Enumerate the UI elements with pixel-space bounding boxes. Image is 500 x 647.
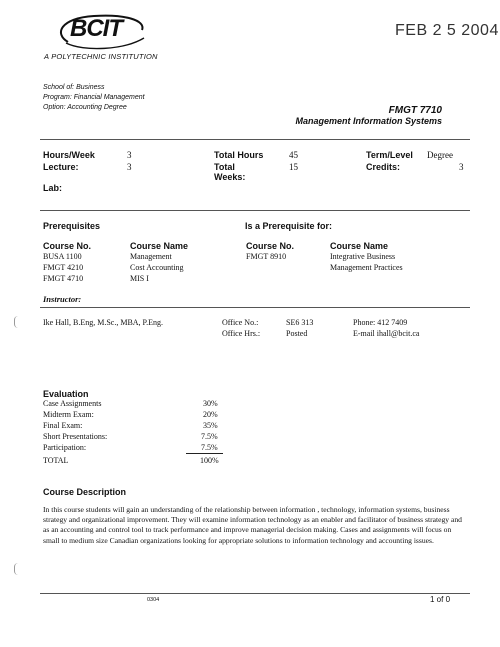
course-description-text: In this course students will gain an understanding of the relationship between information , technology, information systems, business strategy and organizational improvement. They will examine information technology as an enabler and facilitator of business strategy and as an accounting and control tool to track performance and improve managerial decision making. Cases and assignments will focus on small to medium size Canadian organizations looking for appropriate solutions to information technology and accounting issues. [43,505,462,545]
evaluation-item-label: Participation: [43,443,87,452]
prereq-course-no: BUSA 1100 [43,252,82,261]
email-address: E-mail ihall@bcit.ca [353,329,420,338]
evaluation-item-value: 20% [203,410,218,419]
total-hours-label: Total Hours [214,150,264,160]
total-underline [186,453,223,454]
course-description-title: Course Description [43,487,127,497]
prereq-for-course-name: Integrative Business [330,252,396,261]
credits-value: 3 [459,162,464,172]
punch-hole-mark [14,316,18,328]
evaluation-item-value: 7.5% [201,432,218,441]
prereq-course-name: Management [130,252,172,261]
phone-number: Phone: 412 7409 [353,318,408,327]
prereq-course-no: FMGT 4210 [43,263,84,272]
office-no-value: SE6 313 [286,318,314,327]
received-date-stamp: FEB 2 5 2004 [395,22,499,39]
evaluation-item-value: 7.5% [201,443,218,452]
evaluation-item-label: Final Exam: [43,421,83,430]
evaluation-total-label: TOTAL [43,456,69,465]
course-name-header: Course Name [130,241,189,251]
lab-label: Lab: [43,183,62,193]
lecture-label: Lecture: [43,162,79,172]
evaluation-title: Evaluation [43,389,89,399]
evaluation-item-label: Short Presentations: [43,432,108,441]
office-hours-label: Office Hrs.: [222,329,261,338]
footer-divider [40,593,470,594]
total-weeks-value: 15 [289,162,298,172]
hours-week-label: Hours/Week [43,150,95,160]
prereq-course-name: Cost Accounting [130,263,184,272]
divider [40,210,470,211]
prerequisites-title: Prerequisites [43,221,101,231]
total-weeks-label-2: Weeks: [214,172,246,182]
evaluation-item-value: 30% [203,399,218,408]
divider [40,139,470,140]
total-hours-value: 45 [289,150,298,160]
bcit-logo: BCIT [70,15,122,42]
prereq-for-course-name: Management Practices [330,263,403,272]
evaluation-item-label: Midterm Exam: [43,410,94,419]
prereq-course-name: MIS I [130,274,149,283]
credits-label: Credits: [366,162,401,172]
office-hours-value: Posted [286,329,308,338]
course-code: FMGT 7710 [388,105,442,116]
divider [40,307,470,308]
course-name-header: Course Name [330,241,389,251]
evaluation-item-value: 35% [203,421,218,430]
instructor-label: Instructor: [43,294,82,304]
evaluation-total-value: 100% [200,456,219,465]
is-prerequisite-title: Is a Prerequisite for: [245,221,333,231]
evaluation-item-label: Case Assignments [43,399,102,408]
prereq-course-no: FMGT 4710 [43,274,84,283]
course-no-header: Course No. [246,241,295,251]
instructor-name: Ike Hall, B.Eng, M.Sc., MBA, P.Eng. [43,318,163,327]
hours-week-value: 3 [127,150,132,160]
option-name: Option: Accounting Degree [43,104,127,111]
school-name: School of: Business [43,84,105,91]
page-number: 1 of 0 [430,595,451,604]
tagline: A POLYTECHNIC INSTITUTION [44,52,158,61]
course-no-header: Course No. [43,241,92,251]
term-level-label: Term/Level [366,150,413,160]
term-level-value: Degree [427,150,453,160]
course-title: Management Information Systems [295,116,442,126]
program-name: Program: Financial Management [43,94,145,101]
prereq-for-course-no: FMGT 8910 [246,252,287,261]
office-no-label: Office No.: [222,318,259,327]
punch-hole-mark [14,563,18,575]
total-weeks-label: Total [214,162,235,172]
lecture-value: 3 [127,162,132,172]
footer-code: 0304 [147,597,160,603]
